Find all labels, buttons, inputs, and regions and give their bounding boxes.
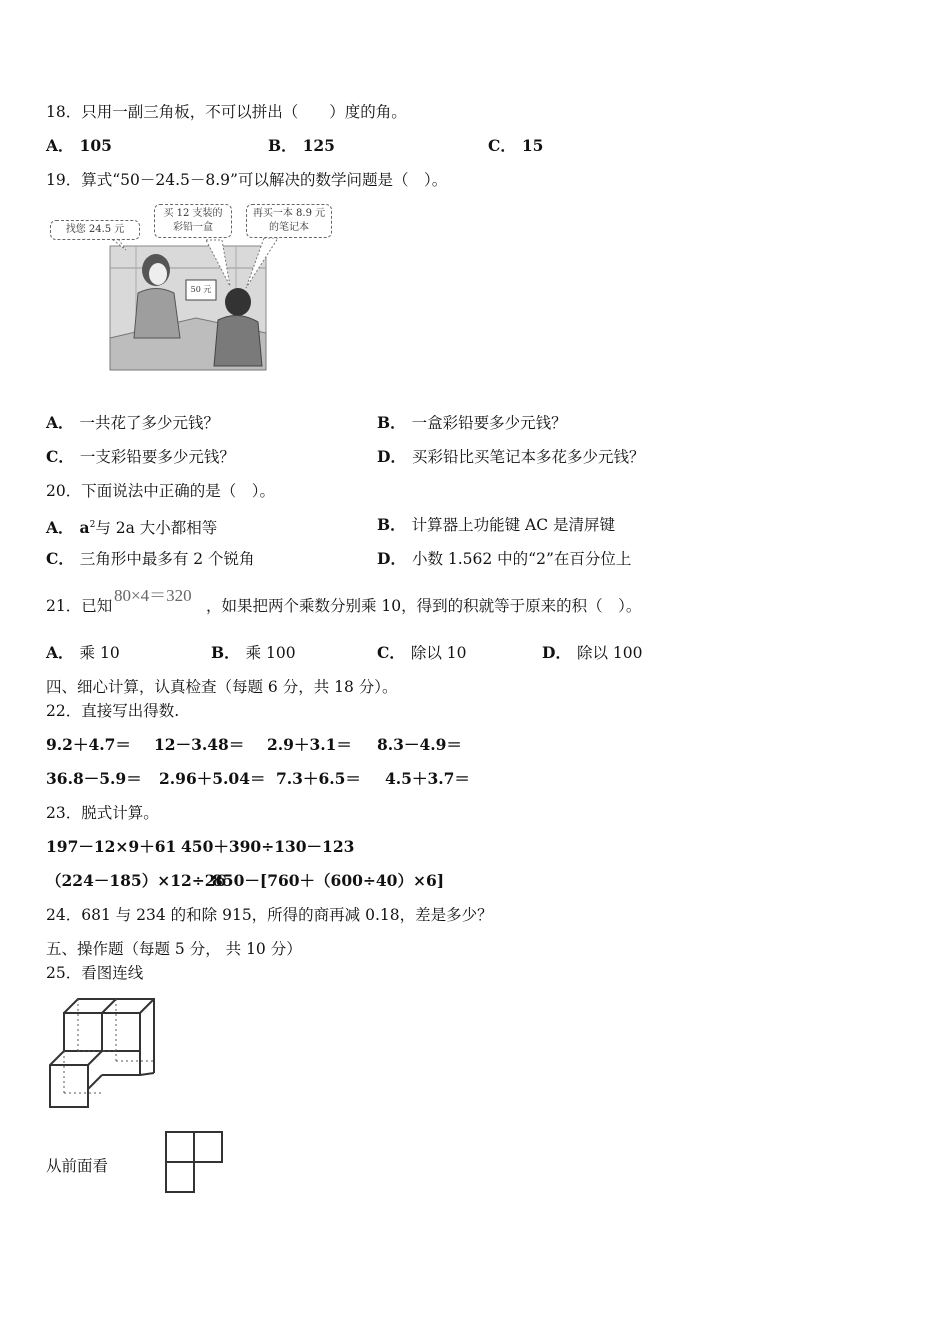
option-label: C．	[46, 549, 74, 568]
q20-option-d[interactable]	[377, 549, 631, 569]
q21-option-c[interactable]	[377, 643, 467, 663]
option-text: 一共花了多少元钱？	[79, 414, 220, 432]
option-text-post: 与 2a 大小都相等	[95, 519, 218, 537]
option-text: 一支彩铅要多少元钱？	[79, 448, 235, 466]
option-text: 乘 100	[245, 644, 296, 662]
front-view-figure[interactable]	[162, 1128, 226, 1196]
option-label: A．	[46, 136, 74, 155]
section-4-heading: 四、细心计算，认真检查（每题 6 分，共 18 分）。	[46, 678, 398, 696]
q22-expr: 7.3＋6.5＝	[276, 769, 361, 788]
option-text: 计算器上功能键 AC 是清屏键	[411, 516, 616, 534]
option-label: D．	[377, 549, 406, 568]
q23-expr: 850－[760＋（600÷40）×6]	[212, 871, 445, 890]
q20-option-a[interactable]	[46, 515, 217, 538]
option-label: C．	[377, 643, 405, 662]
q18-stem: 18．只用一副三角板，不可以拼出（ ）度的角。	[46, 103, 407, 121]
section-5-heading: 五、操作题（每题 5 分， 共 10 分）	[46, 940, 302, 958]
q21-stem-pre: 21．已知	[46, 597, 113, 615]
option-text: 除以 100	[576, 644, 643, 662]
option-text-pre: a	[79, 518, 90, 537]
q23-stem: 23．脱式计算。	[46, 804, 159, 822]
q24-stem: 24．681 与 234 的和除 915，所得的商再减 0.18，差是多少？	[46, 906, 493, 924]
option-text: 三角形中最多有 2 个锐角	[79, 550, 255, 568]
q20-stem: 20．下面说法中正确的是（ ）。	[46, 482, 275, 500]
option-label: D．	[377, 447, 406, 466]
q18-option-b[interactable]	[268, 136, 335, 156]
option-label: A．	[46, 518, 74, 537]
q19-figure	[46, 198, 336, 374]
q22-expr: 2.96＋5.04＝	[159, 769, 266, 788]
q22-expr: 36.8－5.9＝	[46, 769, 142, 788]
option-text: 125	[302, 136, 335, 155]
option-text: 乘 10	[79, 644, 120, 662]
view-label: 从前面看	[46, 1157, 109, 1175]
option-label: D．	[542, 643, 571, 662]
option-label: C．	[488, 136, 516, 155]
option-label: C．	[46, 447, 74, 466]
q25-stem: 25．看图连线	[46, 964, 144, 982]
option-text: 买彩铅比买笔记本多花多少元钱？	[411, 448, 645, 466]
q21-option-d[interactable]	[542, 643, 642, 663]
option-text: 105	[79, 136, 112, 155]
q19-option-a[interactable]	[46, 413, 219, 433]
q22-stem: 22．直接写出得数.	[46, 702, 180, 720]
bubble-change: 找您 24.5 元	[50, 220, 140, 240]
note-label: 50 元	[190, 285, 212, 294]
option-text: 除以 10	[410, 644, 467, 662]
q22-expr: 8.3－4.9＝	[377, 735, 462, 754]
q21-stem-post: ，如果把两个乘数分别乘 10，得到的积就等于原来的积（ ）。	[206, 597, 642, 615]
q19-option-b[interactable]	[377, 413, 567, 433]
option-label: B．	[268, 136, 297, 155]
q22-expr: 12－3.48＝	[154, 735, 245, 754]
bubble-pencils: 买 12 支装的彩铅一盒	[154, 204, 232, 238]
option-text-sup: 2	[89, 520, 96, 530]
q22-expr: 4.5＋3.7＝	[385, 769, 470, 788]
option-text: 一盒彩铅要多少元钱？	[411, 414, 567, 432]
option-text: 小数 1.562 中的“2”在百分位上	[411, 550, 632, 568]
q23-expr: 450＋390÷130－123	[181, 837, 355, 856]
option-label: A．	[46, 413, 74, 432]
q21-option-a[interactable]	[46, 643, 120, 663]
option-label: B．	[211, 643, 240, 662]
q22-expr: 9.2＋4.7＝	[46, 735, 131, 754]
q19-option-c[interactable]	[46, 447, 235, 467]
q20-option-b[interactable]	[377, 515, 615, 535]
q20-option-c[interactable]	[46, 549, 255, 569]
option-label: B．	[377, 515, 406, 534]
option-label: A．	[46, 643, 74, 662]
bubble-notebook: 再买一本 8.9 元的笔记本	[246, 204, 332, 238]
cube-solid-figure	[44, 995, 160, 1115]
q21-option-b[interactable]	[211, 643, 296, 663]
q23-expr: 197－12×9＋61	[46, 837, 177, 856]
q18-option-a[interactable]	[46, 136, 112, 156]
q19-stem: 19．算式“50－24.5－8.9”可以解决的数学问题是（ ）。	[46, 171, 448, 189]
q18-option-c[interactable]	[488, 136, 543, 156]
q22-expr: 2.9＋3.1＝	[267, 735, 352, 754]
q19-option-d[interactable]	[377, 447, 644, 467]
q21-formula: 80×4＝320	[114, 586, 192, 605]
option-text: 15	[521, 136, 544, 155]
q23-expr: （224－185）×12÷26	[46, 871, 227, 890]
option-label: B．	[377, 413, 406, 432]
